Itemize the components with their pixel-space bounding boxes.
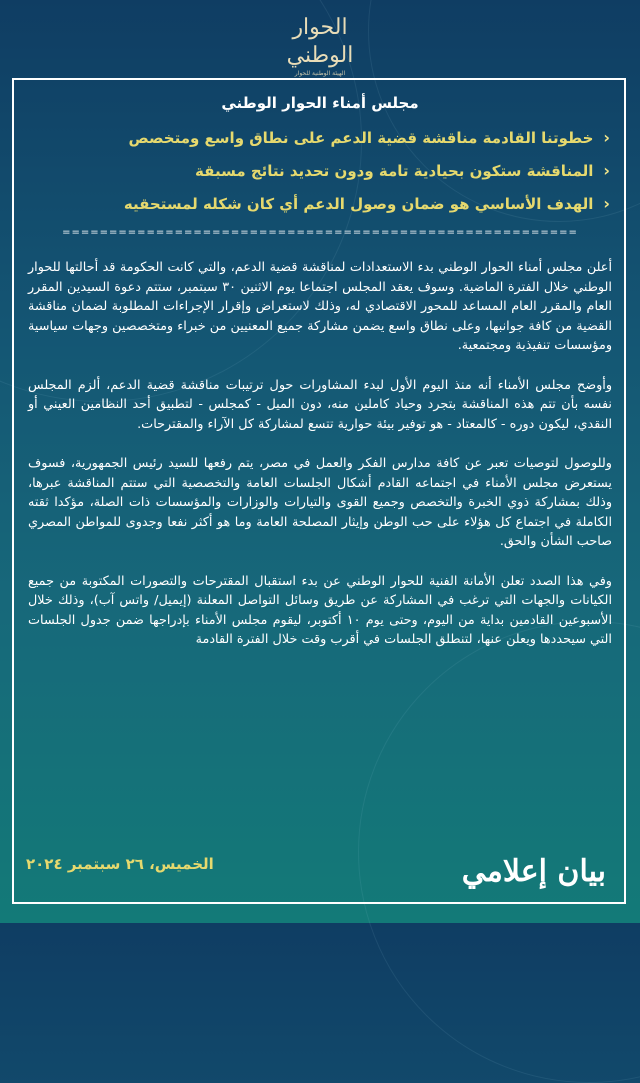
key-points-list (24, 128, 616, 213)
chevron-left-icon: ‹ (603, 161, 610, 180)
key-point-text: الهدف الأساسي هو ضمان وصول الدعم أي كان شكله لمستحقيه (123, 194, 594, 213)
key-point-text: خطوتنا القادمة مناقشة قضية الدعم على نطاق واسع ومتخصص (128, 128, 594, 147)
body-paragraph: وأوضح مجلس الأمناء أنه منذ اليوم الأول لبدء المشاورات حول ترتيبات مناقشة قضية الدعم، ألزم المجلس نفسه بأن تتم هذه المناقشة بتجرد وحياد كاملين منه، دون الميل - كمجلس - لتطبيق أحد النظامين العيني أو النقدي، ليكون دوره - كالمعتاد - هو توفير بيئة حوارية تتسع لمشاركة كل الآراء والمقترحات. (28, 377, 612, 432)
separator-line: ======================================================= (62, 227, 578, 238)
key-point (24, 128, 610, 147)
body-paragraph: وللوصول لتوصيات تعبر عن كافة مدارس الفكر والعمل في مصر، يتم رفعها للسيد رئيس الجمهورية، فسوف يستعرض مجلس الأمناء في اجتماعه القادم أشكال الجلسات العامة والتخصصية التي ستتم المناقشة عبرها، وذلك بمشاركة ذوي الخبرة والتخصص وجميع القوى والتيارات والوزارات والمؤسسات ذات الصلة، مؤكدا ثقته الكاملة في اجتماع كل هؤلاء على حب الوطن وإيثار المصلحة العامة وما هو أكثر نفعا وجدوى للمواطن المصري صاحب الشأن والحق. (28, 456, 612, 549)
header-title: مجلس أمناء الحوار الوطني (221, 94, 419, 112)
key-point (24, 161, 610, 180)
body-paragraph: أعلن مجلس أمناء الحوار الوطني بدء الاستعدادات لمناقشة قضية الدعم، والتي كانت الحكومة قد أحالتها للحوار الوطني خلال الفترة الماضية. وسوف يعقد المجلس اجتماعا يوم الاثنين ٣٠ سبتمبر، ستتم دعوة السيدين المقرر العام والمقرر العام المساعد للمحور الاقتصادي له، وذلك لاستعراض وإقرار الإجراءات المطلوبة لضمان مناقشة القضية من كافة جوانبها، وعلى نطاق واسع يضمن مشاركة جميع المعنيين من خبراء ومتخصصين وجهات سياسية ومؤسسات تنفيذية ومجتمعية. (28, 260, 612, 353)
key-point-text: المناقشة ستكون بحيادية تامة ودون تحديد نتائج مسبقة (195, 161, 594, 180)
statement-title: بيان إعلامي (461, 854, 606, 889)
body-paragraph: وفي هذا الصدد تعلن الأمانة الفنية للحوار الوطني عن بدء استقبال المقترحات والتصورات المكتوبة من جميع الكيانات والجهات التي ترغب في المشاركة عن طريق وسائل التواصل المعلنة (إيميل/ واتس آب)، وذلك خلال الأسبوعين القادمين بداية من اليوم، وحتى يوم ١٠ أكتوبر، ليقوم مجلس الأمناء بإدراجها ضمن جدول الجلسات التي سيحددها ويعلن عنها، لتنطلق الجلسات في أقرب وقت خلال الفترة القادمة (28, 573, 612, 647)
national-dialogue-logo (260, 14, 380, 77)
statement-content (24, 88, 616, 670)
key-point (24, 194, 610, 213)
logo-mark: الحوار الوطني (286, 15, 354, 68)
chevron-left-icon: ‹ (603, 194, 610, 213)
chevron-left-icon: ‹ (603, 128, 610, 147)
logo-tagline: الهيئة الوطنية للحوار (294, 70, 346, 77)
statement-date: الخميس، ٢٦ سبتمبر ٢٠٢٤ (26, 855, 214, 873)
